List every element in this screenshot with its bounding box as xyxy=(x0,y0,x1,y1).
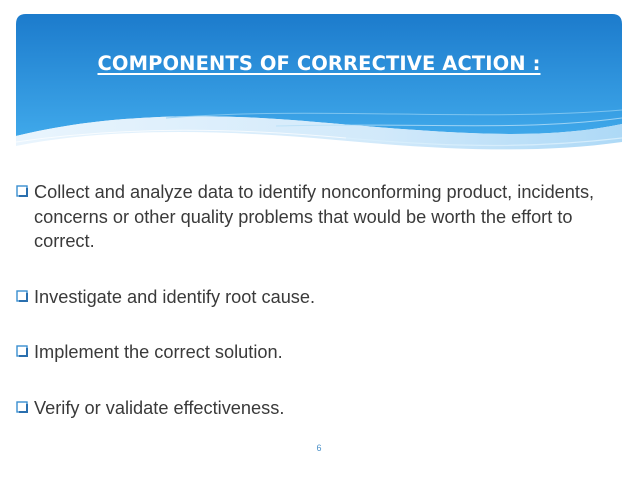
checkbox-bullet-icon xyxy=(16,185,28,197)
bullet-item xyxy=(14,340,614,365)
header-wave-graphic xyxy=(16,14,622,164)
header-banner xyxy=(16,14,622,164)
checkbox-bullet-icon xyxy=(16,345,28,357)
bullet-text: Collect and analyze data to identify nonconforming product, incidents, concerns or other quality problems that would be worth the effort to correct. xyxy=(34,182,595,251)
page-number: 6 xyxy=(316,443,322,453)
checkbox-bullet-icon xyxy=(16,401,28,413)
bullet-text: Investigate and identify root cause. xyxy=(34,286,316,307)
bullet-list xyxy=(14,180,614,420)
slide-title: COMPONENTS OF CORRECTIVE ACTION : xyxy=(97,52,541,75)
bullet-text: Implement the correct solution. xyxy=(34,342,283,362)
bullet-item xyxy=(14,285,614,310)
bullet-item xyxy=(14,396,614,421)
bullet-text: Verify or validate effectiveness. xyxy=(34,397,285,418)
bullet-item xyxy=(14,180,614,254)
checkbox-bullet-icon xyxy=(16,290,28,302)
